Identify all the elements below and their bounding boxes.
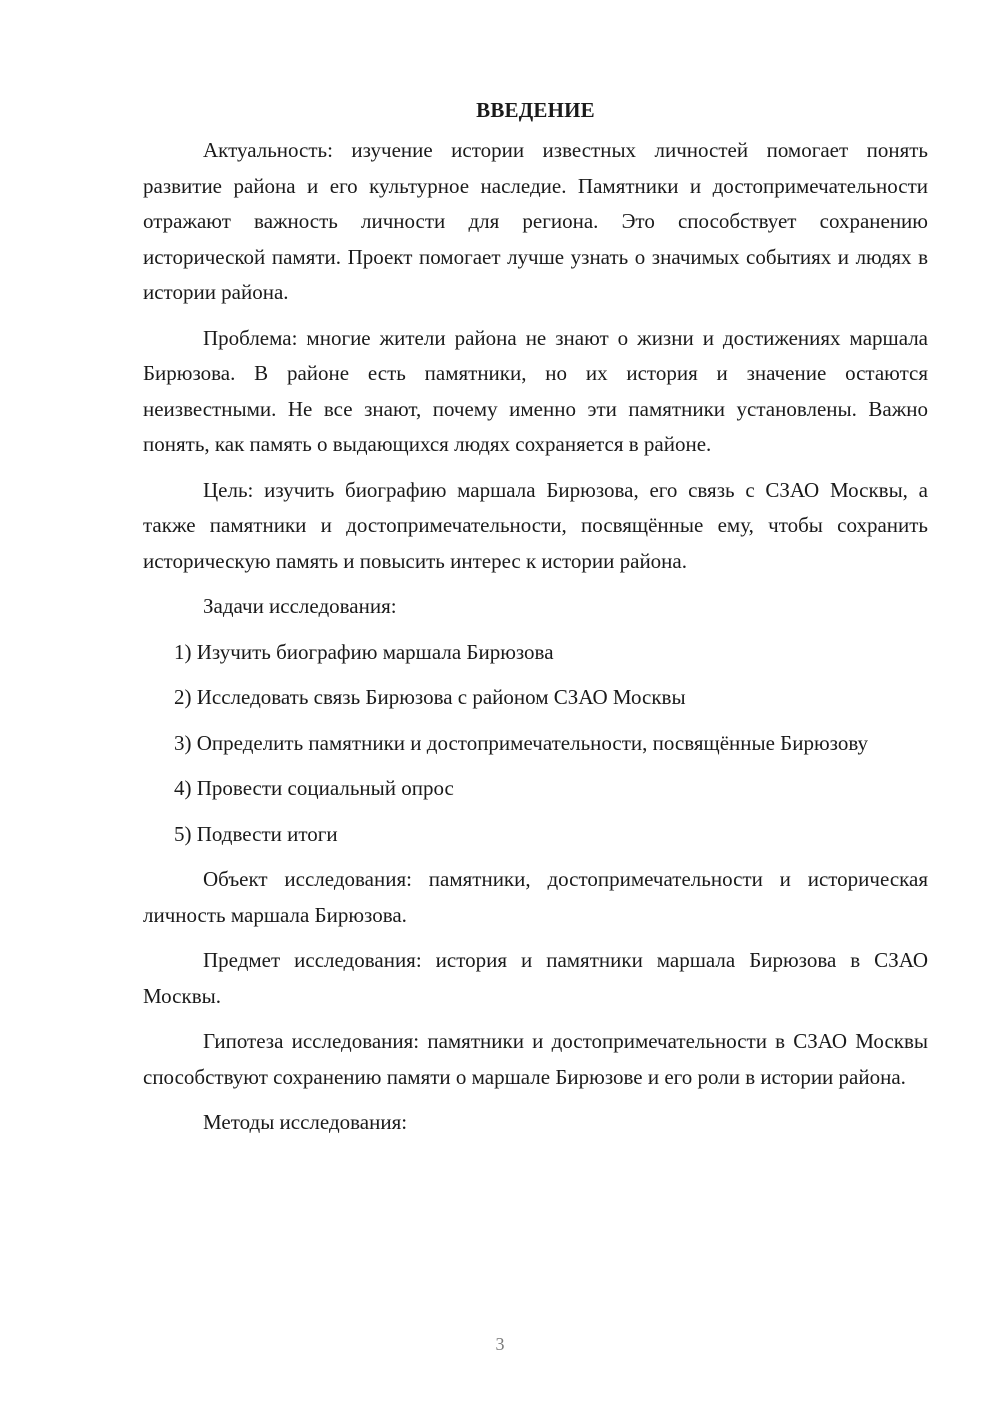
paragraph-object: Объект исследования: памятники, достопримечательности и историческая личность маршала Бирюзова. xyxy=(143,867,928,927)
task-item-1: 1) Изучить биографию маршала Бирюзова xyxy=(174,639,554,664)
paragraph-subject: Предмет исследования: история и памятники маршала Бирюзова в СЗАО Москвы. xyxy=(143,948,928,1008)
task-item-4: 4) Провести социальный опрос xyxy=(174,776,454,800)
page-number: 3 xyxy=(495,1334,505,1354)
task-item-5: 5) Подвести итоги xyxy=(174,821,338,846)
paragraph-hypothesis: Гипотеза исследования: памятники и достопримечательности в СЗАО Москвы способствуют сохранению памяти о маршале Бирюзове и его роли в истории района. xyxy=(143,1029,928,1089)
methods-heading: Методы исследования: xyxy=(203,1110,408,1134)
document-body xyxy=(143,93,928,1151)
section-title: ВВЕДЕНИЕ xyxy=(476,98,595,122)
tasks-heading: Задачи исследования: xyxy=(203,594,397,618)
paragraph-relevance: Актуальность: изучение истории известных личностей помогает понять развитие района и его культурное наследие. Памятники и достопримечательности отражают важность личности для региона. Это способствует сохранению исторической памяти. Проект помогает лучше узнать о значимых событиях и людях в истории района. xyxy=(143,138,928,304)
task-item-2: 2) Исследовать связь Бирюзова с районом СЗАО Москвы xyxy=(174,685,686,709)
task-item-3: 3) Определить памятники и достопримечательности, посвящённые Бирюзову xyxy=(174,730,869,755)
paragraph-goal: Цель: изучить биографию маршала Бирюзова, его связь с СЗАО Москвы, а также памятники и достопримечательности, посвящённые ему, чтобы сохранить историческую память и повысить интерес к истории района. xyxy=(143,477,928,573)
paragraph-problem: Проблема: многие жители района не знают о жизни и достижениях маршала Бирюзова. В районе есть памятники, но их история и значение остаются неизвестными. Не все знают, почему именно эти памятники установлены. Важно понять, как память о выдающихся людях сохраняется в районе. xyxy=(143,325,928,456)
